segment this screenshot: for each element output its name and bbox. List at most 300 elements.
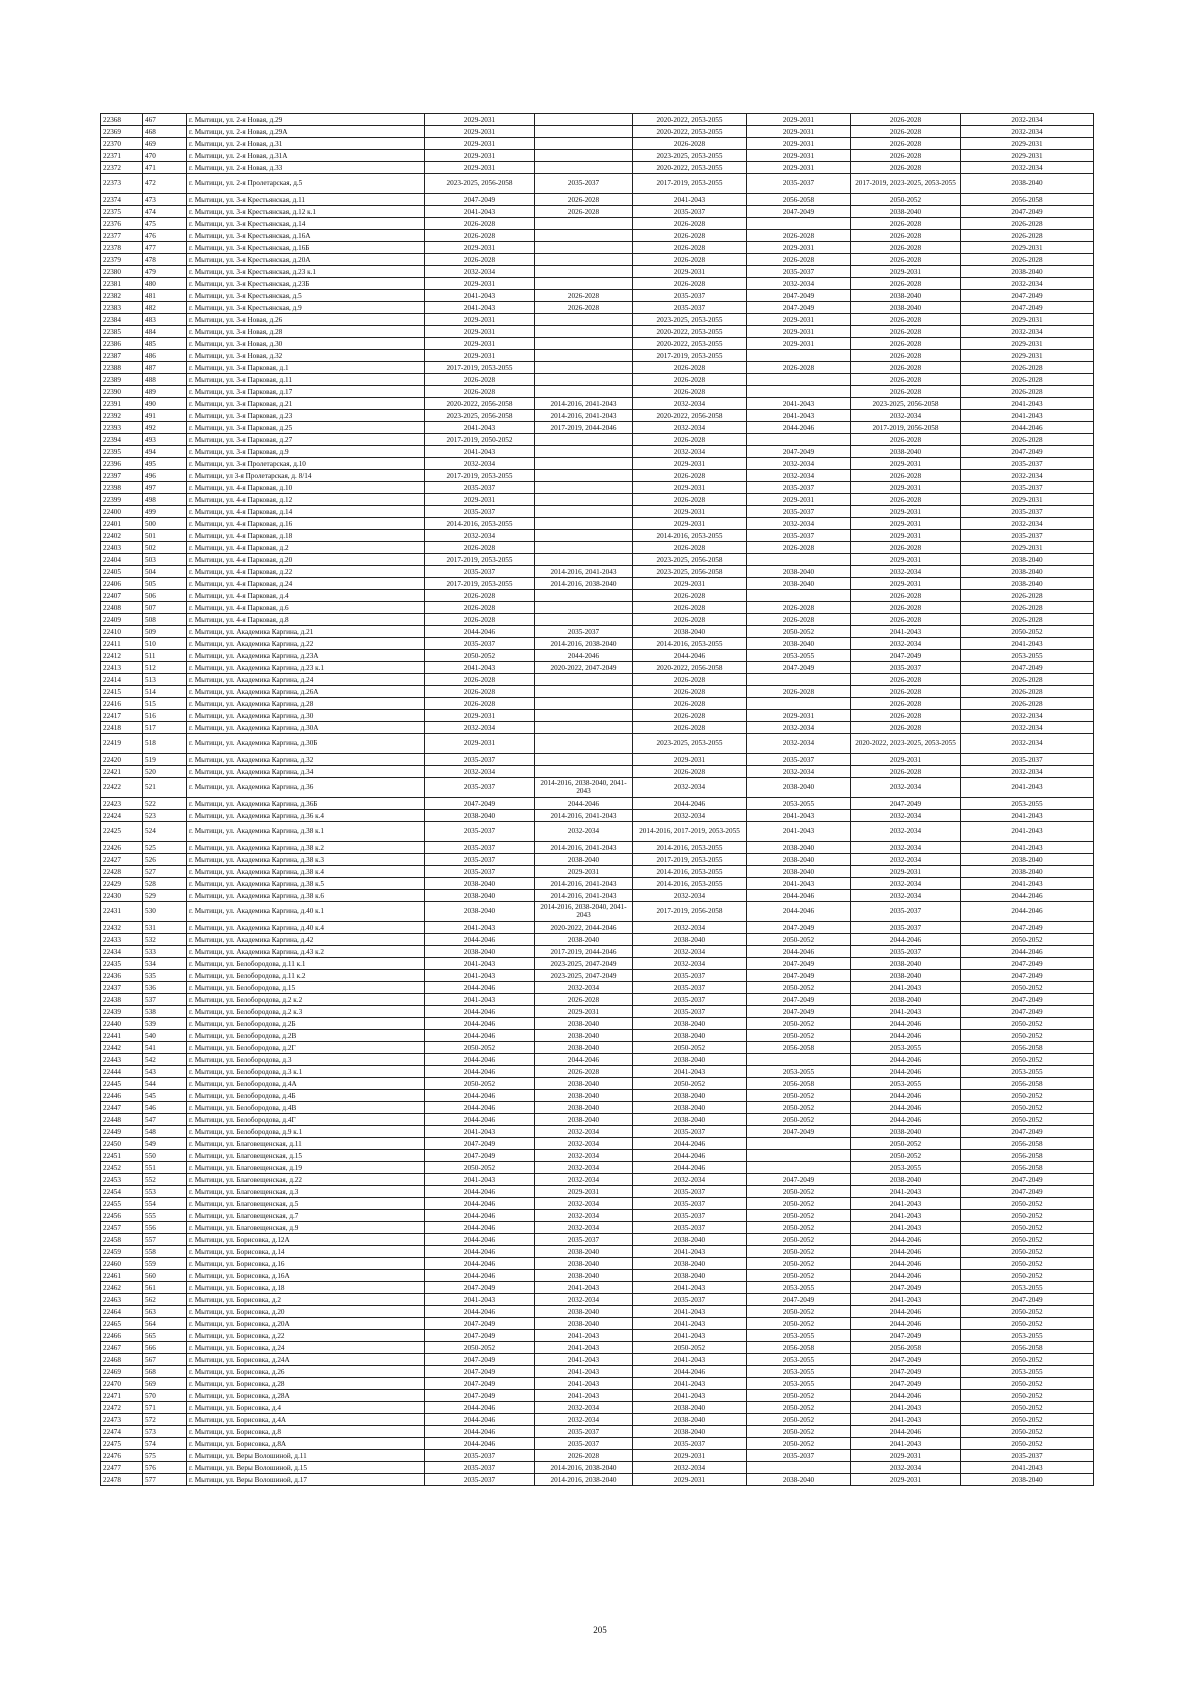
period-col-4-cell: 2047-2049 xyxy=(747,970,851,982)
row-number-cell: 499 xyxy=(143,506,187,518)
period-col-4-cell: 2053-2055 xyxy=(747,1366,851,1378)
period-col-6-cell: 2050-2052 xyxy=(961,1258,1094,1270)
period-col-6-cell: 2032-2034 xyxy=(961,114,1094,126)
period-col-3-cell: 2020-2022, 2053-2055 xyxy=(633,326,747,338)
period-col-1-cell: 2044-2046 xyxy=(425,1030,535,1042)
table-row xyxy=(101,1378,1094,1390)
period-col-6-cell: 2050-2052 xyxy=(961,1246,1094,1258)
address-cell: г. Мытищи, ул. Борисовка, д.24А xyxy=(187,1354,425,1366)
row-id-cell: 22473 xyxy=(101,1414,143,1426)
period-col-5-cell: 2044-2046 xyxy=(851,1390,961,1402)
period-col-2-cell: 2041-2043 xyxy=(535,1390,633,1402)
period-col-6-cell: 2026-2028 xyxy=(961,230,1094,242)
period-col-4-cell: 2047-2049 xyxy=(747,958,851,970)
row-number-cell: 510 xyxy=(143,638,187,650)
row-id-cell: 22373 xyxy=(101,174,143,194)
period-col-5-cell: 2044-2046 xyxy=(851,1318,961,1330)
period-col-6-cell: 2035-2037 xyxy=(961,482,1094,494)
table-row xyxy=(101,822,1094,842)
period-col-2-cell: 2014-2016, 2041-2043 xyxy=(535,810,633,822)
table-row xyxy=(101,138,1094,150)
period-col-3-cell: 2026-2028 xyxy=(633,494,747,506)
period-col-5-cell: 2035-2037 xyxy=(851,946,961,958)
period-col-1-cell: 2047-2049 xyxy=(425,1378,535,1390)
table-row xyxy=(101,1450,1094,1462)
row-number-cell: 506 xyxy=(143,590,187,602)
period-col-5-cell: 2041-2043 xyxy=(851,1006,961,1018)
period-col-3-cell: 2026-2028 xyxy=(633,614,747,626)
period-col-5-cell: 2041-2043 xyxy=(851,1186,961,1198)
period-col-4-cell: 2047-2049 xyxy=(747,994,851,1006)
row-number-cell: 483 xyxy=(143,314,187,326)
row-id-cell: 22403 xyxy=(101,542,143,554)
period-col-5-cell: 2050-2052 xyxy=(851,1138,961,1150)
period-col-3-cell: 2026-2028 xyxy=(633,278,747,290)
period-col-1-cell: 2041-2043 xyxy=(425,290,535,302)
period-col-4-cell: 2044-2046 xyxy=(747,902,851,922)
period-col-1-cell: 2047-2049 xyxy=(425,1366,535,1378)
row-number-cell: 533 xyxy=(143,946,187,958)
period-col-3-cell: 2029-2031 xyxy=(633,266,747,278)
table-row xyxy=(101,1318,1094,1330)
period-col-4-cell: 2050-2052 xyxy=(747,626,851,638)
row-id-cell: 22466 xyxy=(101,1330,143,1342)
period-col-6-cell: 2050-2052 xyxy=(961,1090,1094,1102)
period-col-2-cell: 2032-2034 xyxy=(535,1222,633,1234)
row-id-cell: 22400 xyxy=(101,506,143,518)
row-id-cell: 22467 xyxy=(101,1342,143,1354)
period-col-2-cell xyxy=(535,734,633,754)
period-col-1-cell: 2041-2043 xyxy=(425,1294,535,1306)
row-id-cell: 22398 xyxy=(101,482,143,494)
period-col-1-cell: 2017-2019, 2053-2055 xyxy=(425,554,535,566)
row-number-cell: 500 xyxy=(143,518,187,530)
period-col-1-cell: 2041-2043 xyxy=(425,994,535,1006)
period-col-6-cell: 2050-2052 xyxy=(961,1018,1094,1030)
period-col-5-cell: 2038-2040 xyxy=(851,958,961,970)
row-id-cell: 22420 xyxy=(101,754,143,766)
period-col-3-cell: 2014-2016, 2053-2055 xyxy=(633,638,747,650)
page-number: 205 xyxy=(593,1625,607,1635)
row-id-cell: 22442 xyxy=(101,1042,143,1054)
period-col-4-cell: 2026-2028 xyxy=(747,602,851,614)
row-number-cell: 544 xyxy=(143,1078,187,1090)
period-col-5-cell: 2035-2037 xyxy=(851,902,961,922)
address-cell: г. Мытищи, ул. Академика Каргина, д.38 к.2 xyxy=(187,842,425,854)
period-col-4-cell: 2038-2040 xyxy=(747,778,851,798)
row-number-cell: 482 xyxy=(143,302,187,314)
period-col-2-cell: 2044-2046 xyxy=(535,650,633,662)
period-col-6-cell: 2029-2031 xyxy=(961,150,1094,162)
period-col-5-cell: 2044-2046 xyxy=(851,1306,961,1318)
period-col-1-cell: 2026-2028 xyxy=(425,602,535,614)
table-row xyxy=(101,194,1094,206)
period-col-6-cell: 2056-2058 xyxy=(961,1342,1094,1354)
period-col-5-cell: 2032-2034 xyxy=(851,810,961,822)
period-col-2-cell xyxy=(535,126,633,138)
row-number-cell: 476 xyxy=(143,230,187,242)
row-id-cell: 22396 xyxy=(101,458,143,470)
row-number-cell: 508 xyxy=(143,614,187,626)
period-col-2-cell: 2032-2034 xyxy=(535,822,633,842)
period-col-2-cell xyxy=(535,114,633,126)
row-id-cell: 22468 xyxy=(101,1354,143,1366)
address-cell: г. Мытищи, ул. Белобородова, д.11 к.2 xyxy=(187,970,425,982)
period-col-5-cell: 2044-2046 xyxy=(851,1018,961,1030)
period-col-6-cell: 2032-2034 xyxy=(961,710,1094,722)
period-col-6-cell: 2026-2028 xyxy=(961,674,1094,686)
table-row xyxy=(101,114,1094,126)
period-col-6-cell: 2041-2043 xyxy=(961,398,1094,410)
period-col-3-cell: 2023-2025, 2056-2058 xyxy=(633,566,747,578)
period-col-1-cell: 2029-2031 xyxy=(425,314,535,326)
period-col-6-cell: 2032-2034 xyxy=(961,518,1094,530)
table-row xyxy=(101,890,1094,902)
row-number-cell: 477 xyxy=(143,242,187,254)
period-col-5-cell: 2038-2040 xyxy=(851,994,961,1006)
period-col-1-cell: 2044-2046 xyxy=(425,1186,535,1198)
row-number-cell: 469 xyxy=(143,138,187,150)
period-col-4-cell xyxy=(747,218,851,230)
period-col-4-cell: 2029-2031 xyxy=(747,494,851,506)
table-row xyxy=(101,1030,1094,1042)
row-number-cell: 572 xyxy=(143,1414,187,1426)
period-col-3-cell: 2035-2037 xyxy=(633,1006,747,1018)
row-number-cell: 485 xyxy=(143,338,187,350)
period-col-1-cell: 2038-2040 xyxy=(425,946,535,958)
row-number-cell: 553 xyxy=(143,1186,187,1198)
row-id-cell: 22411 xyxy=(101,638,143,650)
row-id-cell: 22389 xyxy=(101,374,143,386)
period-col-4-cell: 2047-2049 xyxy=(747,290,851,302)
row-number-cell: 509 xyxy=(143,626,187,638)
row-number-cell: 567 xyxy=(143,1354,187,1366)
table-row xyxy=(101,162,1094,174)
period-col-1-cell: 2026-2028 xyxy=(425,374,535,386)
table-row xyxy=(101,1198,1094,1210)
address-cell: г. Мытищи, ул. 2-я Новая, д.29А xyxy=(187,126,425,138)
row-number-cell: 534 xyxy=(143,958,187,970)
table-row xyxy=(101,866,1094,878)
address-cell: г. Мытищи, ул. Борисовка, д.28 xyxy=(187,1378,425,1390)
period-col-1-cell: 2050-2052 xyxy=(425,1078,535,1090)
table-row xyxy=(101,902,1094,922)
period-col-6-cell: 2041-2043 xyxy=(961,878,1094,890)
period-col-6-cell: 2047-2049 xyxy=(961,446,1094,458)
row-id-cell: 22455 xyxy=(101,1198,143,1210)
address-cell: г. Мытищи, ул. 4-я Парковая, д.22 xyxy=(187,566,425,578)
register-sheet xyxy=(100,113,1093,1486)
row-id-cell: 22476 xyxy=(101,1450,143,1462)
period-col-5-cell: 2026-2028 xyxy=(851,722,961,734)
period-col-4-cell: 2041-2043 xyxy=(747,398,851,410)
period-col-6-cell: 2047-2049 xyxy=(961,302,1094,314)
period-col-6-cell: 2029-2031 xyxy=(961,350,1094,362)
address-cell: г. Мытищи, ул. Академика Каргина, д.36 xyxy=(187,778,425,798)
period-col-6-cell: 2053-2055 xyxy=(961,1066,1094,1078)
address-cell: г. Мытищи, ул. Борисовка, д.14 xyxy=(187,1246,425,1258)
address-cell: г. Мытищи, ул. Академика Каргина, д.38 к.3 xyxy=(187,854,425,866)
row-number-cell: 541 xyxy=(143,1042,187,1054)
period-col-6-cell: 2056-2058 xyxy=(961,194,1094,206)
row-number-cell: 491 xyxy=(143,410,187,422)
period-col-5-cell: 2017-2019, 2056-2058 xyxy=(851,422,961,434)
row-id-cell: 22419 xyxy=(101,734,143,754)
period-col-3-cell: 2020-2022, 2053-2055 xyxy=(633,126,747,138)
period-col-4-cell: 2035-2037 xyxy=(747,1450,851,1462)
row-id-cell: 22434 xyxy=(101,946,143,958)
address-cell: г. Мытищи, ул. Благовещенская, д.7 xyxy=(187,1210,425,1222)
period-col-2-cell: 2020-2022, 2044-2046 xyxy=(535,922,633,934)
period-col-6-cell: 2038-2040 xyxy=(961,1474,1094,1486)
period-col-2-cell: 2029-2031 xyxy=(535,1186,633,1198)
period-col-4-cell xyxy=(747,374,851,386)
period-col-3-cell: 2044-2046 xyxy=(633,1162,747,1174)
period-col-2-cell: 2020-2022, 2047-2049 xyxy=(535,662,633,674)
period-col-4-cell: 2032-2034 xyxy=(747,734,851,754)
period-col-3-cell: 2035-2037 xyxy=(633,302,747,314)
period-col-2-cell: 2026-2028 xyxy=(535,1450,633,1462)
period-col-2-cell: 2035-2037 xyxy=(535,626,633,638)
row-id-cell: 22372 xyxy=(101,162,143,174)
period-col-3-cell: 2044-2046 xyxy=(633,1366,747,1378)
period-col-6-cell: 2029-2031 xyxy=(961,242,1094,254)
period-col-4-cell: 2035-2037 xyxy=(747,506,851,518)
row-number-cell: 562 xyxy=(143,1294,187,1306)
period-col-6-cell: 2026-2028 xyxy=(961,698,1094,710)
address-cell: г. Мытищи, ул. 4-я Парковая, д.12 xyxy=(187,494,425,506)
period-col-6-cell: 2050-2052 xyxy=(961,1198,1094,1210)
period-col-2-cell xyxy=(535,674,633,686)
period-col-4-cell: 2050-2052 xyxy=(747,1234,851,1246)
address-cell: г. Мытищи, ул. Борисовка, д.4А xyxy=(187,1414,425,1426)
period-col-6-cell: 2050-2052 xyxy=(961,1306,1094,1318)
period-col-4-cell: 2038-2040 xyxy=(747,638,851,650)
period-col-4-cell: 2029-2031 xyxy=(747,326,851,338)
address-cell: г. Мытищи, ул. 2-я Пролетарская, д.5 xyxy=(187,174,425,194)
period-col-4-cell: 2038-2040 xyxy=(747,578,851,590)
period-col-2-cell: 2029-2031 xyxy=(535,1006,633,1018)
period-col-3-cell: 2023-2025, 2053-2055 xyxy=(633,734,747,754)
period-col-4-cell xyxy=(747,674,851,686)
period-col-1-cell: 2044-2046 xyxy=(425,1270,535,1282)
row-id-cell: 22464 xyxy=(101,1306,143,1318)
period-col-1-cell: 2035-2037 xyxy=(425,754,535,766)
row-id-cell: 22421 xyxy=(101,766,143,778)
table-row xyxy=(101,230,1094,242)
period-col-6-cell: 2041-2043 xyxy=(961,810,1094,822)
address-cell: г. Мытищи, ул. Белобородова, д.4Г xyxy=(187,1114,425,1126)
table-row xyxy=(101,1282,1094,1294)
period-col-6-cell: 2047-2049 xyxy=(961,206,1094,218)
period-col-4-cell: 2050-2052 xyxy=(747,1390,851,1402)
address-cell: г. Мытищи, ул. 3-я Крестьянская, д.11 xyxy=(187,194,425,206)
row-number-cell: 546 xyxy=(143,1102,187,1114)
period-col-2-cell: 2035-2037 xyxy=(535,1426,633,1438)
row-number-cell: 549 xyxy=(143,1138,187,1150)
period-col-6-cell: 2038-2040 xyxy=(961,866,1094,878)
address-cell: г. Мытищи, ул. Академика Каргина, д.34 xyxy=(187,766,425,778)
address-cell: г. Мытищи, ул. 3-я Крестьянская, д.23Б xyxy=(187,278,425,290)
address-cell: г. Мытищи, ул. 4-я Парковая, д.10 xyxy=(187,482,425,494)
row-id-cell: 22410 xyxy=(101,626,143,638)
period-col-4-cell: 2032-2034 xyxy=(747,470,851,482)
period-col-6-cell: 2041-2043 xyxy=(961,822,1094,842)
address-cell: г. Мытищи, ул. Веры Волошиной, д.17 xyxy=(187,1474,425,1486)
address-cell: г. Мытищи, ул. Борисовка, д.8 xyxy=(187,1426,425,1438)
table-row xyxy=(101,518,1094,530)
table-row xyxy=(101,458,1094,470)
period-col-5-cell: 2026-2028 xyxy=(851,542,961,554)
row-id-cell: 22425 xyxy=(101,822,143,842)
period-col-1-cell: 2035-2037 xyxy=(425,842,535,854)
table-row xyxy=(101,1258,1094,1270)
row-id-cell: 22371 xyxy=(101,150,143,162)
period-col-1-cell: 2044-2046 xyxy=(425,982,535,994)
address-cell: г. Мытищи, ул. Академика Каргина, д.38 к.4 xyxy=(187,866,425,878)
row-id-cell: 22408 xyxy=(101,602,143,614)
row-number-cell: 473 xyxy=(143,194,187,206)
address-cell: г. Мытищи, ул. 4-я Парковая, д.24 xyxy=(187,578,425,590)
period-col-4-cell: 2041-2043 xyxy=(747,810,851,822)
period-col-5-cell: 2044-2046 xyxy=(851,1102,961,1114)
period-col-2-cell: 2038-2040 xyxy=(535,1090,633,1102)
period-col-1-cell: 2035-2037 xyxy=(425,822,535,842)
row-id-cell: 22370 xyxy=(101,138,143,150)
period-col-6-cell: 2038-2040 xyxy=(961,854,1094,866)
period-col-3-cell: 2026-2028 xyxy=(633,766,747,778)
period-col-3-cell: 2038-2040 xyxy=(633,1030,747,1042)
period-col-1-cell: 2029-2031 xyxy=(425,350,535,362)
address-cell: г. Мытищи, ул. 4-я Парковая, д.6 xyxy=(187,602,425,614)
address-cell: г. Мытищи, ул. 3-я Крестьянская, д.5 xyxy=(187,290,425,302)
period-col-6-cell: 2050-2052 xyxy=(961,1030,1094,1042)
period-col-5-cell: 2041-2043 xyxy=(851,626,961,638)
period-col-4-cell: 2026-2028 xyxy=(747,230,851,242)
period-col-3-cell: 2026-2028 xyxy=(633,386,747,398)
period-col-1-cell: 2014-2016, 2053-2055 xyxy=(425,518,535,530)
table-row xyxy=(101,1066,1094,1078)
period-col-5-cell: 2044-2046 xyxy=(851,1066,961,1078)
period-col-4-cell: 2047-2049 xyxy=(747,446,851,458)
row-number-cell: 502 xyxy=(143,542,187,554)
row-id-cell: 22407 xyxy=(101,590,143,602)
row-id-cell: 22423 xyxy=(101,798,143,810)
address-cell: г. Мытищи, ул. 4-я Парковая, д.18 xyxy=(187,530,425,542)
period-col-2-cell: 2038-2040 xyxy=(535,1030,633,1042)
period-col-4-cell: 2026-2028 xyxy=(747,686,851,698)
period-col-3-cell: 2035-2037 xyxy=(633,970,747,982)
table-row xyxy=(101,254,1094,266)
address-cell: г. Мытищи, ул. 2-я Новая, д.31А xyxy=(187,150,425,162)
address-cell: г. Мытищи, ул. 3-я Крестьянская, д.20А xyxy=(187,254,425,266)
period-col-4-cell xyxy=(747,590,851,602)
row-number-cell: 475 xyxy=(143,218,187,230)
period-col-1-cell: 2047-2049 xyxy=(425,1330,535,1342)
period-col-4-cell: 2032-2034 xyxy=(747,458,851,470)
period-col-3-cell: 2029-2031 xyxy=(633,1450,747,1462)
row-id-cell: 22447 xyxy=(101,1102,143,1114)
period-col-2-cell xyxy=(535,722,633,734)
period-col-4-cell: 2035-2037 xyxy=(747,174,851,194)
row-id-cell: 22430 xyxy=(101,890,143,902)
period-col-1-cell: 2044-2046 xyxy=(425,1306,535,1318)
period-col-6-cell: 2029-2031 xyxy=(961,314,1094,326)
period-col-4-cell xyxy=(747,1462,851,1474)
period-col-2-cell: 2014-2016, 2041-2043 xyxy=(535,398,633,410)
period-col-6-cell: 2032-2034 xyxy=(961,766,1094,778)
period-col-6-cell: 2050-2052 xyxy=(961,1390,1094,1402)
row-id-cell: 22444 xyxy=(101,1066,143,1078)
row-id-cell: 22471 xyxy=(101,1390,143,1402)
row-id-cell: 22384 xyxy=(101,314,143,326)
address-cell: г. Мытищи, ул. 4-я Парковая, д.16 xyxy=(187,518,425,530)
period-col-1-cell: 2047-2049 xyxy=(425,1318,535,1330)
period-col-3-cell: 2014-2016, 2053-2055 xyxy=(633,530,747,542)
table-row xyxy=(101,338,1094,350)
period-col-6-cell: 2029-2031 xyxy=(961,338,1094,350)
period-col-6-cell: 2026-2028 xyxy=(961,602,1094,614)
table-row xyxy=(101,982,1094,994)
row-number-cell: 487 xyxy=(143,362,187,374)
period-col-5-cell: 2053-2055 xyxy=(851,1162,961,1174)
period-col-1-cell: 2035-2037 xyxy=(425,854,535,866)
period-col-1-cell: 2029-2031 xyxy=(425,734,535,754)
period-col-4-cell: 2029-2031 xyxy=(747,150,851,162)
address-cell: г. Мытищи, ул. Академика Каргина, д.32 xyxy=(187,754,425,766)
period-col-2-cell: 2026-2028 xyxy=(535,302,633,314)
address-cell: г. Мытищи, ул. Академика Каргина, д.28 xyxy=(187,698,425,710)
period-col-2-cell xyxy=(535,162,633,174)
table-row xyxy=(101,1462,1094,1474)
period-col-4-cell: 2050-2052 xyxy=(747,1246,851,1258)
period-col-3-cell: 2026-2028 xyxy=(633,254,747,266)
address-cell: г. Мытищи, ул. Благовещенская, д.15 xyxy=(187,1150,425,1162)
period-col-5-cell: 2053-2055 xyxy=(851,1042,961,1054)
address-cell: г. Мытищи, ул. 3-я Парковая, д.9 xyxy=(187,446,425,458)
row-number-cell: 526 xyxy=(143,854,187,866)
table-row xyxy=(101,754,1094,766)
row-id-cell: 22382 xyxy=(101,290,143,302)
period-col-1-cell: 2038-2040 xyxy=(425,902,535,922)
row-number-cell: 471 xyxy=(143,162,187,174)
period-col-1-cell: 2032-2034 xyxy=(425,530,535,542)
address-cell: г. Мытищи, ул. Борисовка, д.24 xyxy=(187,1342,425,1354)
address-cell: г. Мытищи, ул. Благовещенская, д.22 xyxy=(187,1174,425,1186)
period-col-2-cell: 2014-2016, 2038-2040 xyxy=(535,1474,633,1486)
period-col-4-cell: 2035-2037 xyxy=(747,482,851,494)
address-cell: г. Мытищи, ул. Борисовка, д.12А xyxy=(187,1234,425,1246)
row-number-cell: 568 xyxy=(143,1366,187,1378)
table-row xyxy=(101,1474,1094,1486)
row-id-cell: 22474 xyxy=(101,1426,143,1438)
period-col-1-cell: 2026-2028 xyxy=(425,254,535,266)
row-number-cell: 504 xyxy=(143,566,187,578)
period-col-2-cell: 2038-2040 xyxy=(535,1078,633,1090)
period-col-3-cell: 2029-2031 xyxy=(633,754,747,766)
table-row xyxy=(101,1090,1094,1102)
period-col-1-cell: 2047-2049 xyxy=(425,1138,535,1150)
period-col-3-cell: 2038-2040 xyxy=(633,1402,747,1414)
period-col-2-cell xyxy=(535,614,633,626)
period-col-6-cell: 2047-2049 xyxy=(961,290,1094,302)
table-row xyxy=(101,398,1094,410)
period-col-5-cell: 2038-2040 xyxy=(851,970,961,982)
period-col-5-cell: 2026-2028 xyxy=(851,230,961,242)
period-col-1-cell: 2029-2031 xyxy=(425,242,535,254)
row-number-cell: 505 xyxy=(143,578,187,590)
period-col-6-cell: 2035-2037 xyxy=(961,530,1094,542)
